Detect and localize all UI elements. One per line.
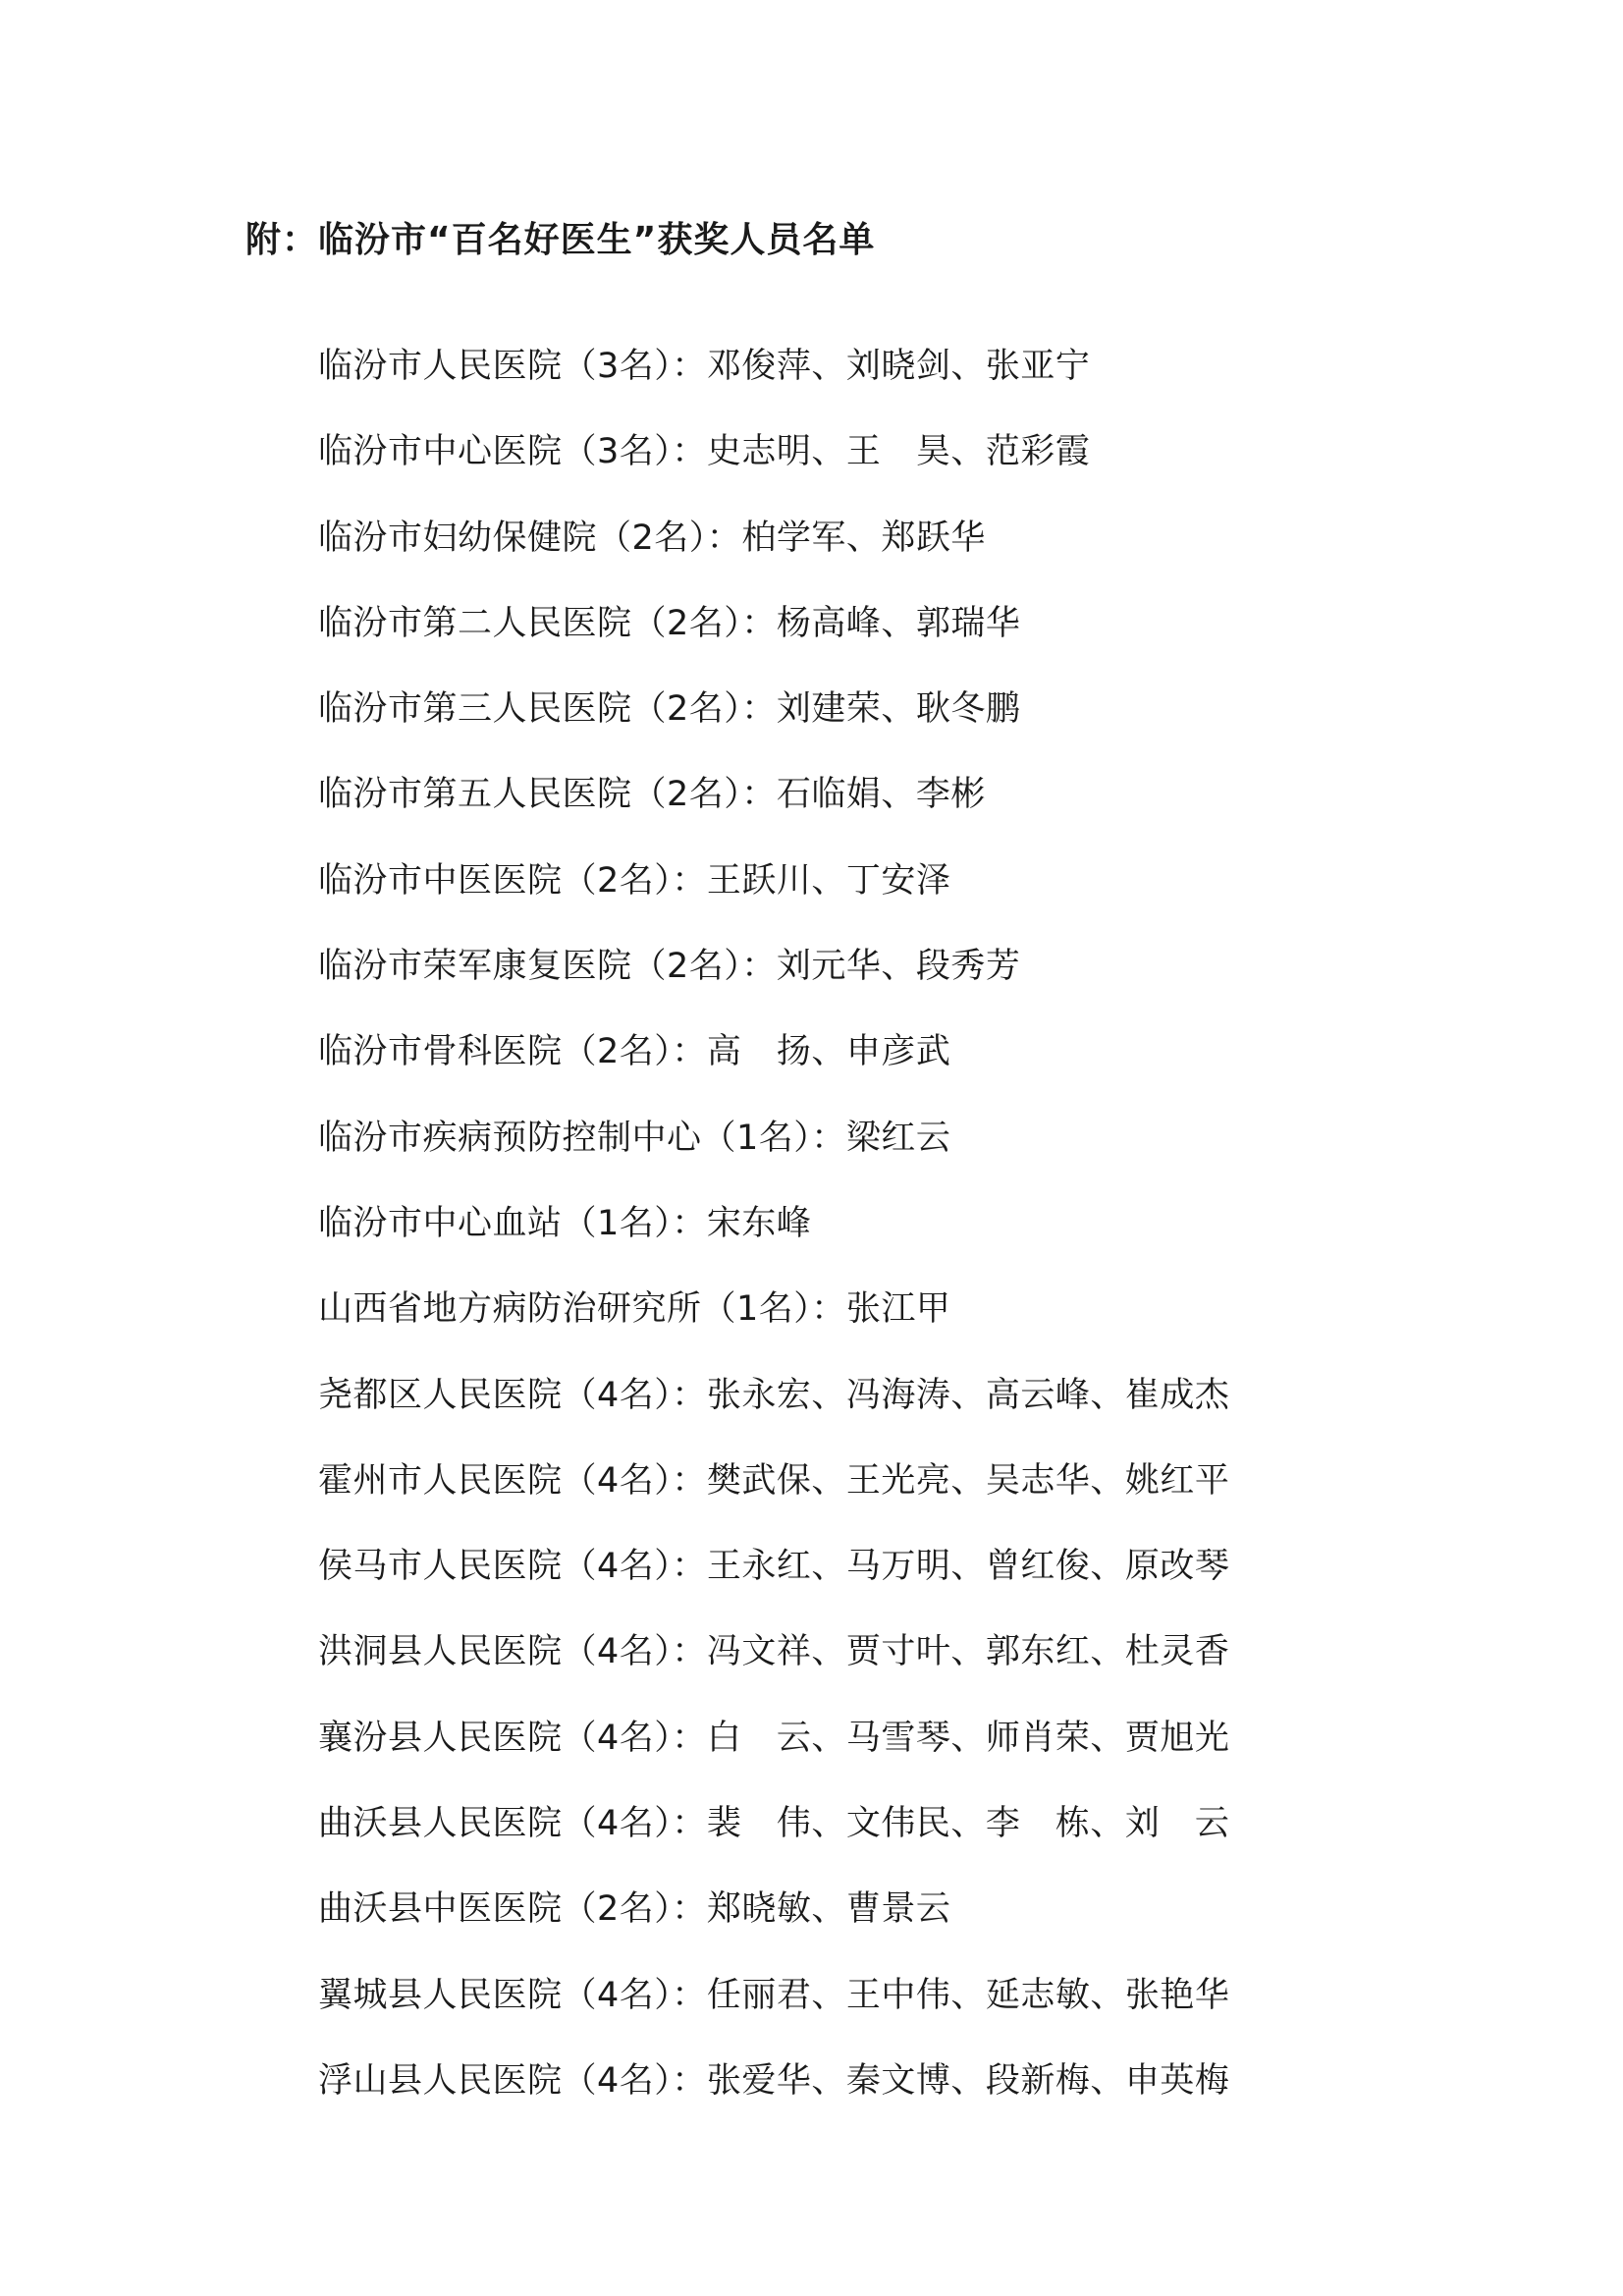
recipient-names: 石临娟、李彬 (776, 775, 986, 815)
list-item (318, 429, 1229, 515)
separator: ： (811, 1289, 846, 1330)
award-count: （2名） (562, 860, 673, 901)
recipient-names: 樊武保、王光亮、吴志华、姚红平 (706, 1460, 1230, 1501)
award-count: （2名） (562, 1889, 673, 1930)
institution-name: 翼城县人民医院 (318, 1975, 563, 2015)
award-count: （2名） (631, 689, 742, 730)
institution-name: 临汾市荣军康复医院 (318, 947, 632, 987)
award-count: （4名） (562, 1804, 673, 1844)
separator: ： (672, 1375, 707, 1415)
institution-name: 侯马市人民医院 (318, 1547, 563, 1587)
award-count: （2名） (631, 603, 742, 643)
list-item (318, 1201, 1229, 1286)
list-item (318, 772, 1229, 857)
award-count: （1名） (701, 1289, 812, 1330)
separator: ： (741, 947, 777, 987)
recipient-names: 白 云、马雪琴、师肖荣、贾旭光 (706, 1718, 1230, 1758)
institution-name: 曲沃县中医医院 (318, 1889, 563, 1930)
recipient-names: 梁红云 (845, 1118, 951, 1158)
separator: ： (672, 432, 707, 472)
separator: ： (672, 860, 707, 901)
list-item (318, 516, 1229, 601)
list-item (318, 344, 1229, 429)
recipient-names: 邓俊萍、刘晓剑、张亚宁 (706, 347, 1091, 386)
institution-name: 临汾市骨科医院 (318, 1032, 563, 1072)
separator: ： (706, 518, 742, 558)
recipient-names: 郑晓敏、曹景云 (706, 1889, 951, 1930)
separator: ： (672, 1203, 707, 1243)
list-item (318, 1116, 1229, 1201)
recipient-names: 任丽君、王中伟、延志敏、张艳华 (706, 1975, 1230, 2015)
award-count: （4名） (562, 1718, 673, 1758)
award-count: （1名） (562, 1203, 673, 1243)
separator: ： (672, 347, 707, 386)
list-item (318, 1629, 1229, 1715)
separator: ： (672, 1547, 707, 1587)
list-item (318, 686, 1229, 772)
award-count: （2名） (562, 1032, 673, 1072)
recipient-names: 王永红、马万明、曾红俊、原改琴 (706, 1547, 1230, 1587)
institution-name: 尧都区人民医院 (318, 1375, 563, 1415)
institution-name: 洪洞县人民医院 (318, 1632, 563, 1672)
separator: ： (741, 775, 777, 815)
list-item (318, 1544, 1229, 1629)
award-list (318, 344, 1229, 2144)
separator: ： (672, 1889, 707, 1930)
award-count: （3名） (562, 432, 673, 472)
recipient-names: 柏学军、郑跃华 (741, 518, 986, 558)
separator: ： (672, 2060, 707, 2101)
separator: ： (672, 1975, 707, 2015)
institution-name: 山西省地方病防治研究所 (318, 1289, 702, 1330)
institution-name: 临汾市人民医院 (318, 347, 563, 386)
separator: ： (672, 1032, 707, 1072)
list-item (318, 1029, 1229, 1115)
list-item (318, 1801, 1229, 1886)
institution-name: 浮山县人民医院 (318, 2060, 563, 2101)
recipient-names: 张江甲 (845, 1289, 951, 1330)
list-item (318, 1286, 1229, 1372)
recipient-names: 王跃川、丁安泽 (706, 860, 951, 901)
list-item (318, 1373, 1229, 1458)
recipient-names: 冯文祥、贾寸叶、郭东红、杜灵香 (706, 1632, 1230, 1672)
institution-name: 襄汾县人民医院 (318, 1718, 563, 1758)
award-count: （4名） (562, 2060, 673, 2101)
list-item (318, 944, 1229, 1029)
list-item (318, 1458, 1229, 1544)
institution-name: 临汾市中心医院 (318, 432, 563, 472)
award-count: （3名） (562, 347, 673, 386)
award-count: （4名） (562, 1460, 673, 1501)
list-item (318, 1716, 1229, 1801)
list-item (318, 1973, 1229, 2058)
list-item (318, 1886, 1229, 1972)
institution-name: 临汾市第五人民医院 (318, 775, 632, 815)
recipient-names: 刘元华、段秀芳 (776, 947, 1021, 987)
award-count: （2名） (631, 775, 742, 815)
institution-name: 霍州市人民医院 (318, 1460, 563, 1501)
list-item (318, 2058, 1229, 2144)
separator: ： (811, 1118, 846, 1158)
separator: ： (741, 603, 777, 643)
award-count: （2名） (631, 947, 742, 987)
separator: ： (672, 1804, 707, 1844)
document-title: 附：临汾市“百名好医生”获奖人员名单 (245, 220, 876, 260)
award-count: （4名） (562, 1375, 673, 1415)
award-count: （4名） (562, 1975, 673, 2015)
separator: ： (672, 1718, 707, 1758)
recipient-names: 张爱华、秦文博、段新梅、申英梅 (706, 2060, 1230, 2101)
award-count: （4名） (562, 1632, 673, 1672)
recipient-names: 裴 伟、文伟民、李 栋、刘 云 (706, 1804, 1230, 1844)
institution-name: 临汾市疾病预防控制中心 (318, 1118, 702, 1158)
award-count: （1名） (701, 1118, 812, 1158)
institution-name: 临汾市妇幼保健院 (318, 518, 598, 558)
list-item (318, 601, 1229, 686)
institution-name: 临汾市第三人民医院 (318, 689, 632, 730)
list-item (318, 858, 1229, 944)
separator: ： (672, 1460, 707, 1501)
institution-name: 曲沃县人民医院 (318, 1804, 563, 1844)
recipient-names: 杨高峰、郭瑞华 (776, 603, 1021, 643)
institution-name: 临汾市第二人民医院 (318, 603, 632, 643)
recipient-names: 宋东峰 (706, 1203, 812, 1243)
institution-name: 临汾市中心血站 (318, 1203, 563, 1243)
award-count: （2名） (597, 518, 707, 558)
recipient-names: 刘建荣、耿冬鹏 (776, 689, 1021, 730)
separator: ： (741, 689, 777, 730)
separator: ： (672, 1632, 707, 1672)
recipient-names: 史志明、王 昊、范彩霞 (706, 432, 1091, 472)
award-count: （4名） (562, 1547, 673, 1587)
institution-name: 临汾市中医医院 (318, 860, 563, 901)
recipient-names: 高 扬、申彦武 (706, 1032, 951, 1072)
recipient-names: 张永宏、冯海涛、高云峰、崔成杰 (706, 1375, 1230, 1415)
